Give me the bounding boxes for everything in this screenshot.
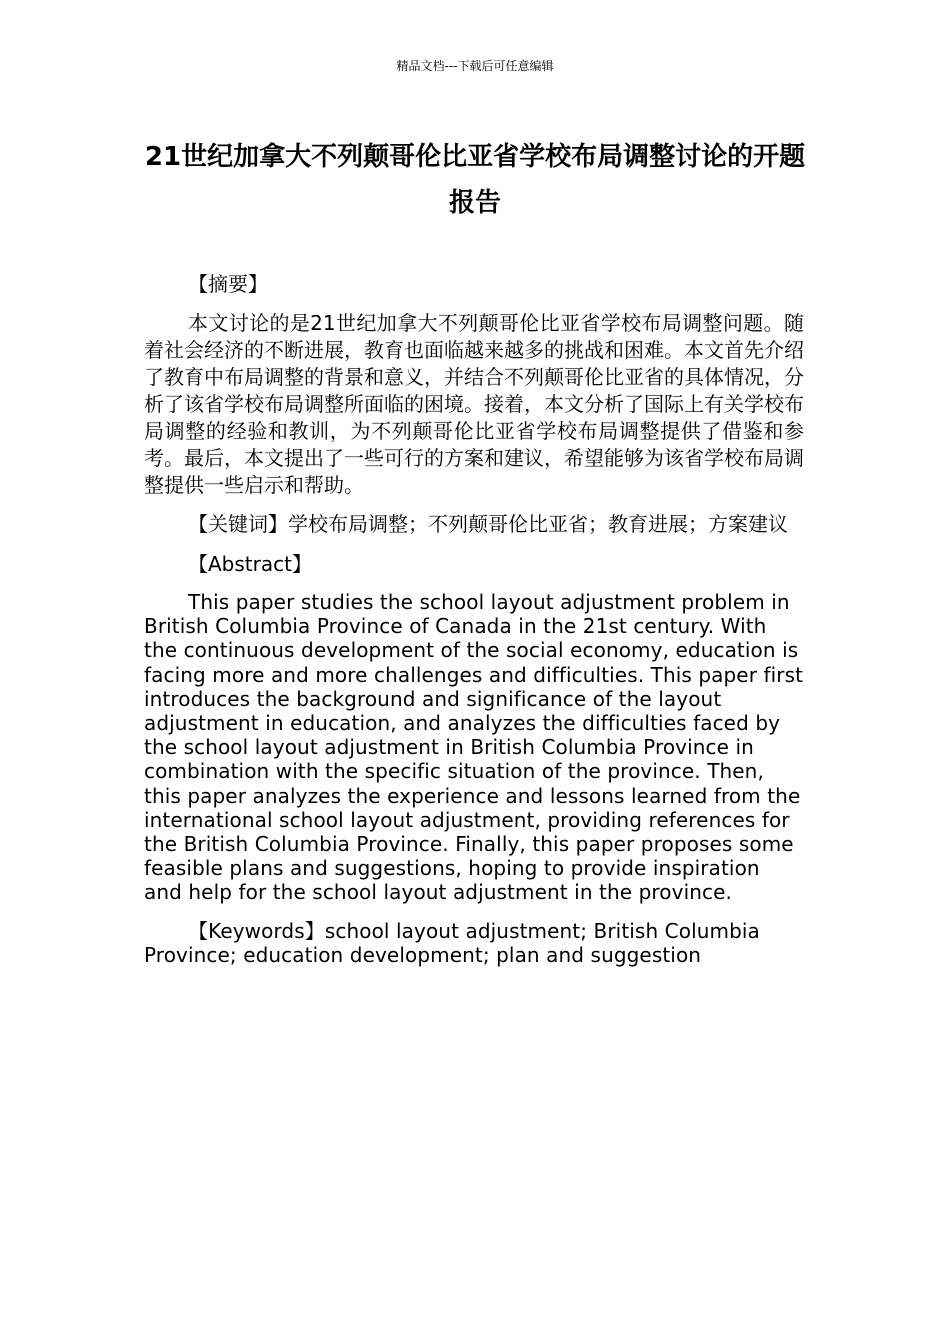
abstract-en-paragraph: This paper studies the school layout adjustment problem in British Columbia Province of Canada in the 21st century. With the continuous development of the social economy, education is facing more and more challenges and difficulties. This paper first introduces the background and significance of the layout adjustment in education, and analyzes the difficulties faced by the school layout adjustment in British Columbia Province in combination with the specific situation of the province. Then, this paper analyzes the experience and lessons learned from the international school layout adjustment, providing references for the British Columbia Province. Finally, this paper proposes some feasible plans and suggestions, hoping to provide inspiration and help for the school layout adjustment in the province. [144,590,804,905]
page-header: 精品文档---下载后可任意编辑 [396,59,554,73]
keywords-cn-label: 【关键词】 [188,512,288,536]
keywords-en-paragraph [144,919,804,967]
document-body [144,270,804,981]
document-title: 21世纪加拿大不列颠哥伦比亚省学校布局调整讨论的开题报告 [144,142,806,218]
keywords-en-label: 【Keywords】 [188,918,325,943]
abstract-en-label: 【Abstract】 [188,552,312,576]
keywords-cn-paragraph [144,511,804,538]
abstract-cn-label: 【摘要】 [188,272,268,296]
keywords-cn-text: 学校布局调整；不列颠哥伦比亚省；教育进展；方案建议 [288,512,788,536]
abstract-cn-paragraph: 本文讨论的是21世纪加拿大不列颠哥伦比亚省学校布局调整问题。随着社会经济的不断进展，教育也面临越来越多的挑战和困难。本文首先介绍了教育中布局调整的背景和意义，并结合不列颠哥伦比亚省的具体情况，分析了该省学校布局调整所面临的困境。接着，本文分析了国际上有关学校布局调整的经验和教训，为不列颠哥伦比亚省学校布局调整提供了借鉴和参考。最后，本文提出了一些可行的方案和建议，希望能够为该省学校布局调整提供一些启示和帮助。 [144,311,804,497]
keywords-en-text: school layout adjustment; British Columbia Province; education development; plan and suggestion [144,918,760,967]
